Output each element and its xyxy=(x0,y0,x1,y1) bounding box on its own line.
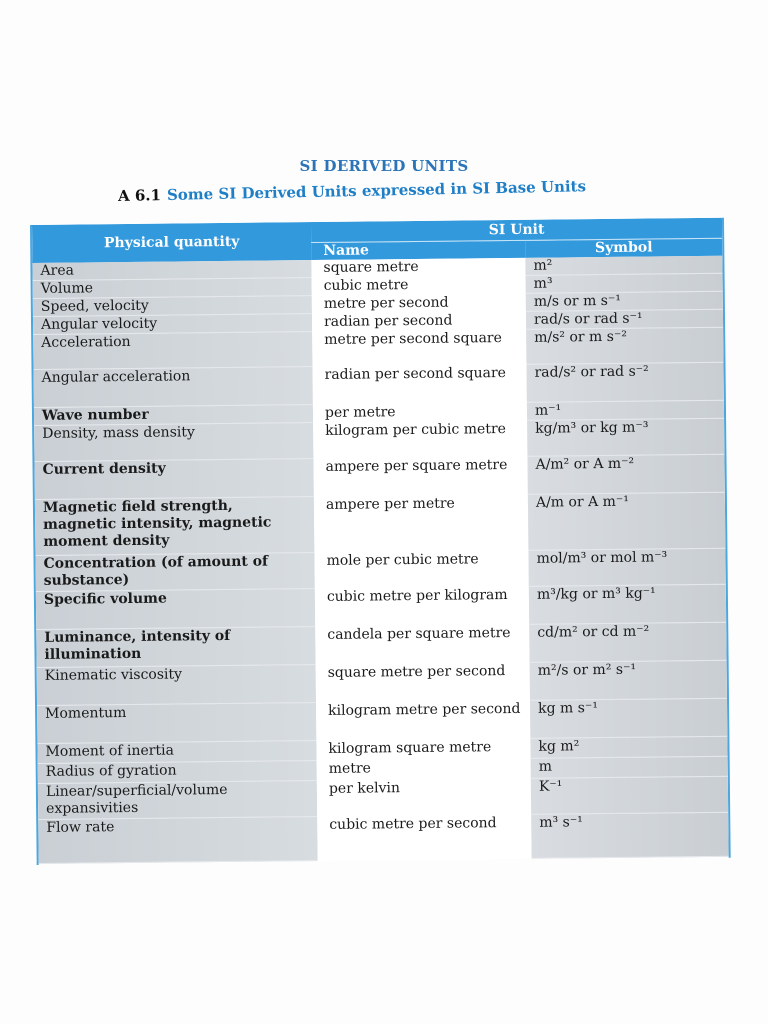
header-si-unit: SI Unit xyxy=(311,218,722,243)
cell-unit-name: square metre xyxy=(311,258,525,278)
cell-physical-quantity: Current density xyxy=(34,459,313,500)
cell-physical-quantity: Momentum xyxy=(37,703,316,744)
cell-unit-name: kilogram per cubic metre xyxy=(313,420,527,458)
header-physical-quantity: Physical quantity xyxy=(32,222,311,263)
cell-unit-name: per metre xyxy=(313,402,527,422)
cell-unit-symbol: kg m s⁻¹ xyxy=(530,698,727,738)
cell-unit-name: kilogram square metre xyxy=(316,738,530,760)
si-units-table xyxy=(32,218,729,864)
cell-physical-quantity: Magnetic field strength, magnetic intensity, magnetic moment density xyxy=(35,497,315,556)
cell-unit-symbol: m³ s⁻¹ xyxy=(531,812,728,858)
table-title: Some SI Derived Units expressed in SI Base Units xyxy=(166,177,587,204)
cell-physical-quantity: Moment of inertia xyxy=(37,741,316,764)
cell-unit-symbol: m² xyxy=(525,256,722,276)
cell-physical-quantity: Angular velocity xyxy=(33,314,312,335)
si-units-table-container xyxy=(30,218,731,865)
cell-unit-symbol: m/s or m s⁻¹ xyxy=(526,291,723,311)
cell-physical-quantity: Speed, velocity xyxy=(33,296,312,317)
cell-unit-symbol: kg/m³ or kg m⁻³ xyxy=(527,418,724,456)
cell-unit-name: mole per cubic metre xyxy=(314,550,528,588)
cell-unit-symbol: m³ xyxy=(526,273,723,293)
table-heading xyxy=(118,175,678,205)
cell-unit-symbol: m³/kg or m³ kg⁻¹ xyxy=(529,584,726,624)
cell-unit-symbol: mol/m³ or mol m⁻³ xyxy=(528,548,725,586)
cell-physical-quantity: Acceleration xyxy=(33,332,312,370)
cell-physical-quantity: Wave number xyxy=(34,405,313,426)
cell-unit-symbol: m⁻¹ xyxy=(527,400,724,420)
cell-unit-symbol: m²/s or m² s⁻¹ xyxy=(530,660,727,700)
cell-physical-quantity: Specific volume xyxy=(36,589,315,630)
table-row xyxy=(38,812,728,863)
table-row xyxy=(35,492,726,555)
cell-physical-quantity: Flow rate xyxy=(38,817,317,864)
table-id: A 6.1 xyxy=(117,186,162,205)
cell-unit-name: radian per second xyxy=(312,311,526,331)
header-symbol: Symbol xyxy=(525,238,722,258)
cell-unit-name: candela per square metre xyxy=(315,624,529,664)
cell-physical-quantity: Density, mass density xyxy=(34,423,313,462)
cell-unit-name: ampere per square metre xyxy=(313,456,527,496)
cell-unit-symbol: K⁻¹ xyxy=(531,776,728,814)
cell-physical-quantity: Volume xyxy=(33,278,312,299)
cell-unit-name: ampere per metre xyxy=(314,494,529,552)
cell-physical-quantity: Concentration (of amount of substance) xyxy=(35,553,314,592)
page-title: SI DERIVED UNITS xyxy=(299,157,469,175)
cell-unit-symbol: rad/s or rad s⁻¹ xyxy=(526,309,723,329)
cell-unit-name: radian per second square xyxy=(312,364,526,404)
cell-unit-name: cubic metre xyxy=(312,275,526,295)
cell-unit-name: cubic metre per kilogram xyxy=(315,586,529,626)
cell-unit-name: metre per second xyxy=(312,293,526,313)
cell-unit-symbol: m/s² or m s⁻² xyxy=(526,327,723,364)
cell-unit-symbol: rad/s² or rad s⁻² xyxy=(526,362,723,402)
cell-unit-name: kilogram metre per second xyxy=(316,700,530,740)
cell-unit-name: square metre per second xyxy=(316,662,530,702)
cell-unit-symbol: kg m² xyxy=(530,736,727,758)
cell-physical-quantity: Angular acceleration xyxy=(34,367,313,408)
cell-unit-symbol: A/m² or A m⁻² xyxy=(527,454,724,494)
cell-unit-name: metre xyxy=(317,758,531,780)
cell-unit-name: metre per second square xyxy=(312,329,526,366)
cell-physical-quantity: Area xyxy=(32,260,311,280)
cell-physical-quantity: Luminance, intensity of illumination xyxy=(36,627,315,668)
table-body xyxy=(32,256,728,864)
cell-physical-quantity: Linear/superficial/volume expansivities xyxy=(38,781,317,820)
cell-unit-symbol: A/m or A m⁻¹ xyxy=(528,492,726,550)
cell-physical-quantity: Radius of gyration xyxy=(38,761,317,784)
cell-physical-quantity: Kinematic viscosity xyxy=(37,665,316,706)
header-name: Name xyxy=(311,240,525,260)
cell-unit-name: cubic metre per second xyxy=(317,814,531,860)
cell-unit-name: per kelvin xyxy=(317,778,531,816)
cell-unit-symbol: cd/m² or cd m⁻² xyxy=(529,622,726,662)
cell-unit-symbol: m xyxy=(531,756,728,778)
